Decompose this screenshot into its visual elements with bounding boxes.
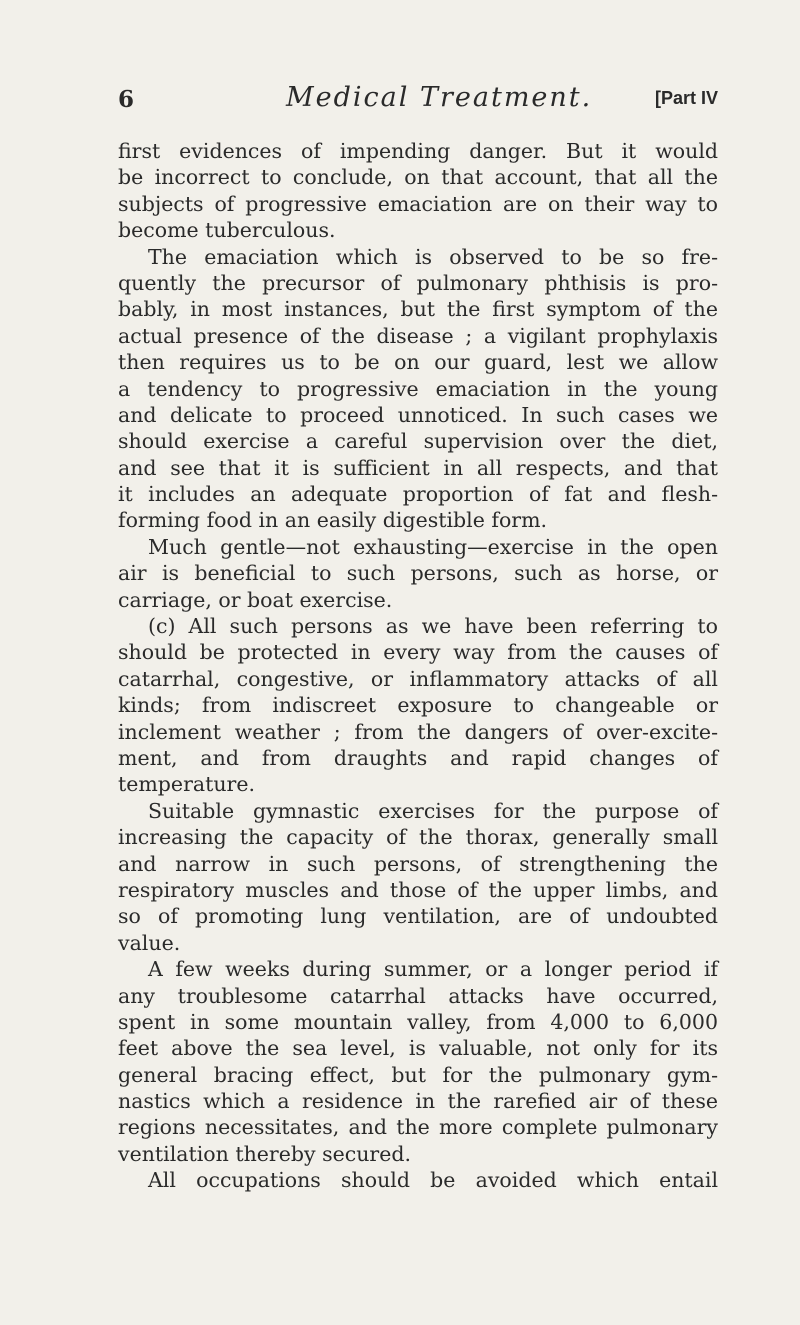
part-label: [Part IV (654, 88, 718, 108)
text-line: respiratory muscles and those of the upper limbs, and (118, 877, 718, 902)
text-line: All occupations should be avoided which entail (148, 1168, 718, 1193)
text-line: spent in some mountain valley, from 4,000 to 6,000 (118, 1009, 718, 1034)
text-line: it includes an adequate proportion of fat and flesh- (118, 482, 718, 507)
text-line: quently the precursor of pulmonary phthisis is pro- (118, 270, 718, 295)
text-line: and narrow in such persons, of strengthening the (118, 851, 718, 876)
text-line: any troublesome catarrhal attacks have occurred, (118, 983, 718, 1008)
text-line: inclement weather ; from the dangers of over-excite- (118, 719, 718, 744)
text-line: feet above the sea level, is valuable, not only for its (118, 1036, 718, 1061)
text-line: Suitable gymnastic exercises for the purpose of (148, 798, 718, 823)
text-line: increasing the capacity of the thorax, generally small (118, 825, 718, 850)
text-line: should be protected in every way from the causes of (118, 640, 718, 665)
text-line: be incorrect to conclude, on that account, that all the (118, 165, 718, 190)
page-number: 6 (118, 86, 135, 113)
text-line: a tendency to progressive emaciation in the young (118, 376, 718, 401)
text-line: actual presence of the disease ; a vigilant prophylaxis (118, 323, 718, 348)
text-line: air is beneficial to such persons, such as horse, or (118, 561, 718, 586)
text-line: catarrhal, congestive, or inflammatory attacks of all (118, 666, 718, 691)
text-line: become tuberculous. (118, 218, 336, 243)
text-line: carriage, or boat exercise. (118, 587, 393, 612)
text-line: subjects of progressive emaciation are on their way to (118, 191, 718, 216)
text-line: A few weeks during summer, or a longer period if (148, 957, 718, 982)
page-header (118, 82, 718, 122)
text-line: ventilation thereby secured. (118, 1141, 411, 1166)
running-title: Medical Treatment. (286, 82, 593, 113)
text-line: value. (118, 930, 181, 955)
text-line: ment, and from draughts and rapid changes of (118, 745, 718, 770)
text-line: nastics which a residence in the rarefied air of these (118, 1089, 718, 1114)
text-line: temperature. (118, 772, 255, 797)
text-line: and delicate to proceed unnoticed. In such cases we (118, 402, 718, 427)
text-line: regions necessitates, and the more complete pulmonary (118, 1115, 718, 1140)
text-line: (c) All such persons as we have been referring to (148, 614, 718, 639)
text-line: so of promoting lung ventilation, are of undoubted (118, 904, 718, 929)
text-line: Much gentle—not exhausting—exercise in the open (148, 534, 718, 559)
body-text (118, 138, 718, 1194)
text-line: The emaciation which is observed to be so fre- (148, 244, 718, 269)
text-line: general bracing effect, but for the pulmonary gym- (118, 1062, 718, 1087)
text-line: then requires us to be on our guard, lest we allow (118, 350, 718, 375)
text-line: should exercise a careful supervision over the diet, (118, 429, 718, 454)
text-line: first evidences of impending danger. But it would (118, 139, 718, 163)
text-line: forming food in an easily digestible form. (118, 508, 548, 533)
text-line: bably, in most instances, but the first symptom of the (118, 297, 718, 322)
text-line: kinds; from indiscreet exposure to changeable or (118, 693, 718, 718)
text-line: and see that it is sufficient in all respects, and that (118, 455, 718, 480)
